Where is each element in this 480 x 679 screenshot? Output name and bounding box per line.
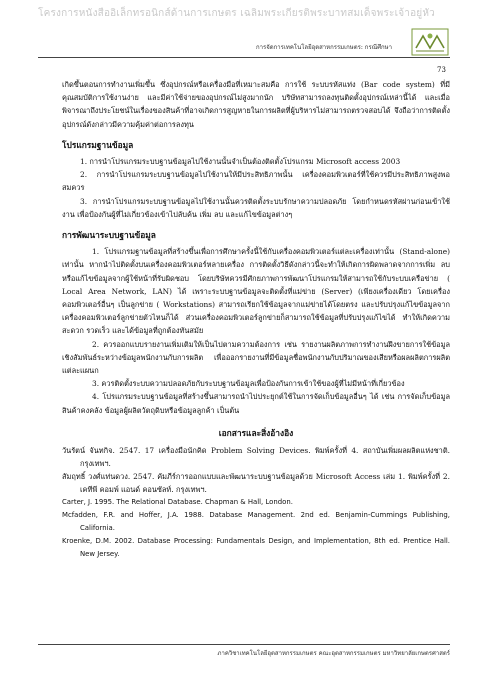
program-item-3: 3. การนำโปรแกรมระบบฐานข้อมูลไปใช้งานนั้นควรติดตั้งระบบรักษาความปลอดภัย โดยกำหนดรหัสผ่านก่อนเข้าใช้งาน เพื่อป้องกันผู้ที่ไม่เกี่ยวข้องเข้าไปลับค้น เพิ่ม ลบ และแก้ไขข้อมูลต่างๆ	[62, 196, 450, 219]
reference-item: Kroenke, D.M. 2002. Database Processing: Fundamentals Design, and Implementation, 8th ed. Prentice Hall. New Jersey.	[62, 537, 450, 559]
development-item-4: 4. โปรแกรมระบบฐานข้อมูลที่สร้างขึ้นสามารถนำไปประยุกต์ใช้ในการจัดเก็บข้อมูลอื่นๆ ได้ เช่น การจัดเก็บข้อมูลสินค้าคงคลัง ข้อมูลผู้ผลิตวัตถุดิบหรือข้อมูลลูกค้า เป็นต้น	[62, 392, 450, 415]
section-heading-development: การพัฒนาระบบฐานข้อมูล	[62, 230, 156, 241]
section-heading-program: โปรแกรมฐานข้อมูล	[62, 139, 134, 150]
development-item-3: 3. ควรติดตั้งระบบความปลอดภัยกับระบบฐานข้อมูลเพื่อป้องกันการเข้าใช้ของผู้ที่ไม่มีหน้าที่เกี่ยวข้อง	[92, 379, 405, 389]
program-item-1: 1. การนำโปรแกรมระบบฐานข้อมูลไปใช้งานนั้นจำเป็นต้องติดตั้งโปรแกรม Microsoft access 2003	[80, 157, 401, 167]
header-divider	[38, 57, 450, 58]
footer-text: ภาควิชาเทคโนโลยีอุตสาหกรรมเกษตร คณะอุตสาหกรรมเกษตร มหาวิทยาลัยเกษตรศาสตร์	[217, 650, 450, 657]
reference-item: Carter, J. 1995. The Relational Database. Chapman & Hall, London.	[62, 498, 293, 507]
reference-item: Mcfadden, F.R. and Hoffer, J.A. 1988. Database Management. 2nd ed. Benjamin-Cummings Publishing, California.	[62, 511, 450, 533]
development-item-1: 1. โปรแกรมฐานข้อมูลที่สร้างขึ้นเพื่อการศึกษาครั้งนี้ใช้กับเครื่องคอมพิวเตอร์แต่ละเครื่องเท่านั้น (Stand-alone) เท่านั้น หากนำไปติดตั้งบนเครื่องคอมพิวเตอร์หลายเครื่อง การติดตั้งวิธีดังกล่าวนี้จะทำให้เกิดการผิดพลาดจากการเพิ่ม ลบ หรือแก้ไขข้อมูลจากผู้ใช้หน้าที่รับผิดชอบ โดยบริษัทควรมีศักยภาพการพัฒนาโปรแกรมให้สามารถใช้กับระบบเครือข่าย ( Local Area Network, LAN) ได้ เพราะระบบฐานข้อมูลจะติดตั้งที่แม่ข่าย (Server) (เพียงเครื่องเดียว โดยเครื่องคอมพิวเตอร์อื่นๆ เป็นลูกข่าย ( Workstations) สามารถเรียกใช้ข้อมูลจากแม่ข่ายได้โดยตรง และปรับปรุงแก้ไขข้อมูลจากเครื่องคอมพิวเตอร์ลูกข่ายตัวไหนก็ได้ ส่วนเครื่องคอมพิวเตอร์ลูกข่ายก็สามารถใช้ข้อมูลที่ปรับปรุงแก้ไขได้ ทำให้เกิดความสะดวก รวดเร็ว และได้ข้อมูลที่ถูกต้องทันสมัย	[62, 247, 450, 336]
top-banner: โครงการหนังสืออิเล็กทรอนิกส์ด้านการเกษตร เฉลิมพระเกียรติพระบาทสมเด็จพระเจ้าอยู่หัว	[38, 8, 435, 19]
reference-item: สัมฤทธิ์ วงศ์แท่นดวง. 2547. คัมภีร์การออกแบบและพัฒนาระบบฐานข้อมูลด้วย Microsoft Access เล่ม 1. พิมพ์ครั้งที่ 2. เคทีพี คอมพ์ แอนด์ คอนซัลท์. กรุงเทพฯ.	[62, 472, 450, 495]
running-header	[38, 42, 450, 58]
references-heading: เอกสารและสิ่งอ้างอิง	[218, 427, 294, 438]
page-number: 73	[437, 66, 446, 74]
journal-title: การจัดการเทคโนโลยีอุตสาหกรรมเกษตร: กรณีศึกษา	[255, 44, 392, 51]
intro-paragraph: เกิดขึ้นตอนการทำงานเพิ่มขึ้น ซึ่งอุปกรณ์หรือเครื่องมือที่เหมาะสมคือ การใช้ ระบบรหัสแท่ง (Bar code system) ที่มีคุณสมบัติการใช้งานง่าย และมีค่าใช้จ่ายของอุปกรณ์ไม่สูงมากนัก บริษัทสามารถลงทุนติดตั้งอุปกรณ์เหล่านี้ได้ และเมื่อพิจารณาถึงประโยชน์ในเรื่องของสินค้าที่อาจเกิดการสูญหายในการผลิตที่ผู้บริหารไม่สามารถตรวจสอบได้ จึงถือว่าการติดตั้งอุปกรณ์ดังกล่าวมีความคุ้มค่าต่อการลงทุน	[62, 80, 450, 129]
development-item-2: 2. ควรออกแบบรายงานเพิ่มเติมให้เป็นไปตามความต้องการ เช่น รายงานผลิตภาพการทำงานฝึงขายการใช้ข้อมูลเชิงสัมพันธ์ระหว่างข้อมูลพนักงานกับการผลิต เพื่อออกรายงานที่มีข้อมูลชื่อพนักงานกับปริมาณของเสียหรือผลผลิตการผลิตแต่ละแผนก	[62, 339, 450, 376]
page-body	[62, 78, 450, 561]
reference-item: วันรัตน์ จันทกิจ. 2547. 17 เครื่องมือนักคิด Problem Solving Devices. พิมพ์ครั้งที่ 4. สถาบันเพิ่มผลผลิตแห่งชาติ. กรุงเทพฯ.	[62, 446, 450, 469]
program-item-2: 2. การนำโปรแกรมระบบฐานข้อมูลไปใช้งานให้มีประสิทธิภาพนั้น เครื่องคอมพิวเตอร์ที่ใช้ควรมีประสิทธิภาพสูงพอสมควร	[62, 170, 450, 193]
footer-divider	[38, 644, 450, 645]
